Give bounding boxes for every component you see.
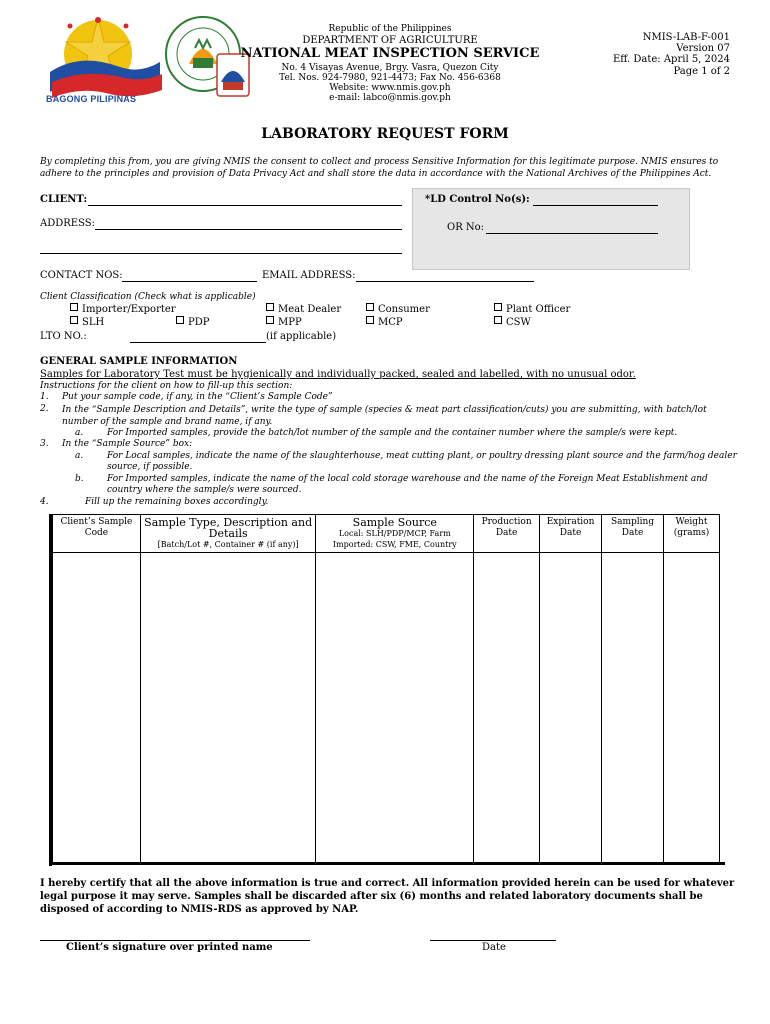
col-sample-source-sub: Local: SLH/PDP/MCP, Farm Imported: CSW, FME, Country	[332, 529, 457, 549]
doc-eff-date: Eff. Date: April 5, 2024	[612, 54, 730, 65]
checkbox-icon[interactable]	[494, 316, 502, 324]
agency-email: e-mail: labco@nmis.gov.ph	[329, 93, 451, 103]
table-row	[53, 553, 720, 864]
checkbox-mpp[interactable]	[266, 317, 302, 328]
packaging-note: Samples for Laboratory Test must be hygienically and individually packed, sealed and labelled, with no unusual odor.	[40, 369, 636, 380]
republic-text: Republic of the Philippines	[328, 24, 452, 34]
sample-table	[52, 514, 720, 864]
checkbox-icon[interactable]	[366, 316, 374, 324]
cell-sample-type[interactable]	[140, 553, 316, 864]
instruction-3b-num: b.	[75, 474, 84, 484]
checkbox-slh[interactable]	[70, 317, 104, 328]
signature-line[interactable]	[40, 940, 310, 941]
cell-sample-source[interactable]	[316, 553, 474, 864]
address-field-line-2[interactable]	[40, 253, 402, 254]
or-no-field[interactable]	[486, 233, 658, 234]
cell-sampling-date[interactable]	[602, 553, 664, 864]
instruction-3a-num: a.	[75, 451, 84, 461]
cell-client-sample-code[interactable]	[53, 553, 141, 864]
instruction-1: Put your sample code, if any, in the “Client’s Sample Code”	[62, 392, 333, 402]
checkbox-icon[interactable]	[266, 303, 274, 311]
instruction-3: In the “Sample Source” box:	[62, 439, 193, 449]
ld-control-field[interactable]	[533, 205, 658, 206]
contact-nos-label: CONTACT NOS:	[40, 270, 123, 281]
meat-dealer-label: Meat Dealer	[278, 304, 342, 315]
checkbox-icon[interactable]	[70, 303, 78, 311]
mpp-label: MPP	[278, 317, 302, 328]
col-weight: Weight (grams)	[664, 515, 720, 553]
checkbox-plant-officer[interactable]	[494, 304, 570, 315]
col-client-sample-code: Client’s Sample Code	[53, 515, 141, 553]
checkbox-icon[interactable]	[70, 316, 78, 324]
lto-field[interactable]	[130, 342, 266, 343]
instruction-4-num: 4.	[40, 497, 49, 507]
col-sampling-date: Sampling Date	[602, 515, 664, 553]
checkbox-consumer[interactable]	[366, 304, 430, 315]
checkbox-mcp[interactable]	[366, 317, 403, 328]
department-text: DEPARTMENT OF AGRICULTURE	[302, 35, 478, 46]
col-expiration-date: Expiration Date	[540, 515, 602, 553]
classification-title: Client Classification (Check what is applicable)	[40, 292, 256, 302]
col-sample-type-title: Sample Type, Description and Details	[144, 516, 313, 540]
agency-website: Website: www.nmis.gov.ph	[329, 83, 451, 93]
client-label: CLIENT:	[40, 194, 88, 205]
checkbox-importer[interactable]	[70, 304, 176, 315]
general-heading: GENERAL SAMPLE INFORMATION	[40, 356, 238, 367]
doc-version: Version 07	[676, 43, 730, 54]
instruction-2: In the “Sample Description and Details”, write the type of sample (species & meat part classification/cuts) you are submitting, with batch/lot number of the sample and brand name, if any.	[62, 405, 707, 427]
bagong-pilipinas-logo	[40, 12, 170, 107]
instruction-3-num: 3.	[40, 439, 49, 449]
client-field[interactable]	[88, 205, 402, 206]
agency-address: No. 4 Visayas Avenue, Brgy. Vasra, Quezon City	[281, 63, 499, 73]
instructions-title: Instructions for the client on how to fill-up this section:	[40, 381, 293, 391]
checkbox-icon[interactable]	[266, 316, 274, 324]
address-label: ADDRESS:	[40, 218, 95, 229]
or-no-label: OR No:	[447, 222, 485, 233]
col-sample-type	[140, 515, 316, 553]
importer-label: Importer/Exporter	[82, 304, 176, 315]
form-title: LABORATORY REQUEST FORM	[261, 126, 509, 142]
checkbox-icon[interactable]	[494, 303, 502, 311]
date-label: Date	[482, 942, 506, 953]
email-address-field[interactable]	[356, 281, 534, 282]
email-address-label: EMAIL ADDRESS:	[262, 270, 356, 281]
pdp-label: PDP	[188, 317, 210, 328]
bagong-pilipinas-wordmark: BAGONG PILIPINAS	[46, 94, 137, 104]
consumer-label: Consumer	[378, 304, 430, 315]
consent-statement: By completing this from, you are giving NMIS the consent to collect and process Sensitive Information for this legitimate purpose. NMIS ensures to adhere to the principles and provision of Data Privacy Act and shall store the data in accordance with the National Archives of the Philippines Act.	[40, 157, 719, 179]
instruction-4: Fill up the remaining boxes accordingly.	[85, 497, 269, 507]
cell-production-date[interactable]	[474, 553, 540, 864]
col-sample-type-sub: [Batch/Lot #, Container # (if any)]	[157, 540, 299, 549]
instruction-2a-num: a.	[75, 428, 84, 438]
checkbox-pdp[interactable]	[176, 317, 209, 328]
mcp-label: MCP	[378, 317, 403, 328]
col-sample-source-title: Sample Source	[352, 516, 437, 529]
cell-weight[interactable]	[664, 553, 720, 864]
checkbox-csw[interactable]	[494, 317, 531, 328]
checkbox-icon[interactable]	[366, 303, 374, 311]
date-line[interactable]	[430, 940, 556, 941]
contact-nos-field[interactable]	[122, 281, 257, 282]
lto-label: LTO NO.:	[40, 331, 87, 342]
csw-label: CSW	[506, 317, 531, 328]
agency-name: NATIONAL MEAT INSPECTION SERVICE	[240, 46, 540, 61]
col-production-date: Production Date	[474, 515, 540, 553]
slh-label: SLH	[82, 317, 105, 328]
signature-label: Client’s signature over printed name	[66, 942, 273, 953]
instruction-1-num: 1.	[40, 392, 49, 402]
lto-suffix: (if applicable)	[266, 331, 337, 342]
doc-page: Page 1 of 2	[673, 66, 730, 77]
agency-tel: Tel. Nos. 924-7980, 921-4473; Fax No. 456-6368	[279, 73, 501, 83]
plant-officer-label: Plant Officer	[506, 304, 571, 315]
doc-code: NMIS-LAB-F-001	[642, 32, 730, 43]
checkbox-icon[interactable]	[176, 316, 184, 324]
address-field-line-1[interactable]	[95, 229, 402, 230]
checkbox-meat-dealer[interactable]	[266, 304, 341, 315]
instruction-2a: For Imported samples, provide the batch/lot number of the sample and the container number where the sample/s were kept.	[107, 428, 678, 438]
certification-statement: I hereby certify that all the above information is true and correct. All information provided herein can be used for whatever legal purpose it may serve. Samples shall be discarded after six (6) months and related laboratory documents shall be disposed of according to NMIS-RDS as approved by NAP.	[40, 878, 735, 915]
table-bottom-border	[49, 862, 725, 865]
ld-control-label: *LD Control No(s):	[425, 194, 530, 205]
cell-expiration-date[interactable]	[540, 553, 602, 864]
instruction-3a: For Local samples, indicate the name of the slaughterhouse, meat cutting plant, or poultry dressing plant source and the farm/hog dealer source, if possible.	[107, 451, 737, 472]
instruction-3b: For Imported samples, indicate the name of the local cold storage warehouse and the name of the Foreign Meat Establishment and country where the sample/s were sourced.	[107, 474, 708, 495]
col-sample-source	[316, 515, 474, 553]
instruction-2-num: 2.	[40, 404, 49, 414]
